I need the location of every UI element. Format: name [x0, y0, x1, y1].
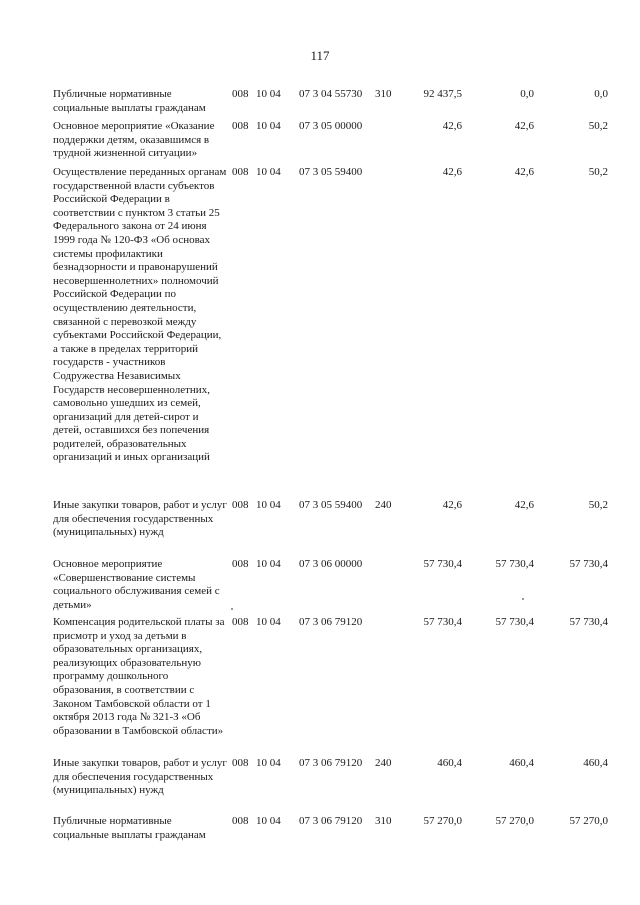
amount-year-2: 0,0 [520, 88, 534, 100]
ministry-code: 008 [232, 815, 249, 827]
amount-year-2: 42,6 [514, 166, 534, 178]
amount-year-1: 57 270,0 [423, 815, 462, 827]
target-code: 07 3 05 00000 [299, 120, 363, 132]
expense-type-code: 240 [375, 757, 392, 769]
section-code: 10 04 [256, 558, 281, 570]
page-number: 117 [310, 48, 330, 63]
section-code: 10 04 [256, 120, 281, 132]
section-code: 10 04 [256, 499, 281, 511]
expense-type-code: 310 [375, 815, 392, 827]
section-code: 10 04 [256, 88, 281, 100]
amount-year-1: 42,6 [442, 166, 462, 178]
row-name: Осуществление переданных органам государственной власти субъектов Российской Федерации в соответствии с пунктом 3 статьи 25 Федерального закона от 24 июня 1999 года № 120-ФЗ «Об основах системы профилактики безнадзорности и правонарушений несовершеннолетних» полномочий Российской Федерации по осуществлению деятельности, связанной с перевозкой между субъектами Российской Федерации, а также в пределах территорий государств - участников Содружества Независимых Государств несовершеннолетних, самовольно ушедших из семей, организаций для детей-сирот и детей, оставшихся без попечения родителей, образовательных организаций и иных организаций [53, 166, 227, 464]
amount-year-2: 57 270,0 [495, 815, 534, 827]
amount-year-2: 57 730,4 [495, 616, 534, 628]
amount-year-3: 0,0 [594, 88, 608, 100]
target-code: 07 3 06 79120 [299, 815, 363, 827]
target-code: 07 3 05 59400 [299, 166, 363, 178]
target-code: 07 3 04 55730 [299, 88, 363, 100]
scan-speck [522, 598, 524, 600]
amount-year-2: 42,6 [514, 120, 534, 132]
amount-year-1: 42,6 [442, 120, 462, 132]
row-name: Основное мероприятие «Совершенствование системы социального обслуживания семей с детьми» [53, 558, 220, 611]
section-code: 10 04 [256, 616, 281, 628]
amount-year-3: 50,2 [588, 120, 608, 132]
scan-speck [231, 608, 233, 610]
expense-type-code: 310 [375, 88, 392, 100]
amount-year-2: 42,6 [514, 499, 534, 511]
amount-year-3: 57 730,4 [569, 616, 608, 628]
ministry-code: 008 [232, 166, 249, 178]
target-code: 07 3 06 00000 [299, 558, 363, 570]
target-code: 07 3 06 79120 [299, 757, 363, 769]
amount-year-2: 460,4 [509, 757, 534, 769]
row-name: Публичные нормативные социальные выплаты гражданам [53, 88, 206, 114]
amount-year-3: 57 270,0 [569, 815, 608, 827]
row-name: Иные закупки товаров, работ и услуг для обеспечения государственных (муниципальных) нужд [53, 757, 227, 797]
row-name: Публичные нормативные социальные выплаты гражданам [53, 815, 206, 841]
amount-year-3: 50,2 [588, 166, 608, 178]
amount-year-1: 57 730,4 [423, 558, 462, 570]
amount-year-1: 42,6 [442, 499, 462, 511]
row-name: Основное мероприятие «Оказание поддержки детям, оказавшимся в трудной жизненной ситуации» [53, 120, 215, 160]
amount-year-3: 57 730,4 [569, 558, 608, 570]
target-code: 07 3 06 79120 [299, 616, 363, 628]
ministry-code: 008 [232, 120, 249, 132]
amount-year-1: 57 730,4 [423, 616, 462, 628]
amount-year-2: 57 730,4 [495, 558, 534, 570]
amount-year-3: 50,2 [588, 499, 608, 511]
ministry-code: 008 [232, 499, 249, 511]
section-code: 10 04 [256, 757, 281, 769]
amount-year-1: 460,4 [437, 757, 462, 769]
ministry-code: 008 [232, 757, 249, 769]
row-name: Иные закупки товаров, работ и услуг для обеспечения государственных (муниципальных) нужд [53, 499, 227, 539]
ministry-code: 008 [232, 616, 249, 628]
amount-year-1: 92 437,5 [423, 88, 462, 100]
section-code: 10 04 [256, 166, 281, 178]
expense-type-code: 240 [375, 499, 392, 511]
ministry-code: 008 [232, 558, 249, 570]
section-code: 10 04 [256, 815, 281, 827]
ministry-code: 008 [232, 88, 249, 100]
target-code: 07 3 05 59400 [299, 499, 363, 511]
row-name: Компенсация родительской платы за присмотр и уход за детьми в образовательных организациях, реализующих образовательную программу дошкольного образования, в соответствии с Законом Тамбовской области от 1 октября 2013 года № 321-З «Об образовании в Тамбовской области» [53, 616, 225, 737]
amount-year-3: 460,4 [583, 757, 608, 769]
